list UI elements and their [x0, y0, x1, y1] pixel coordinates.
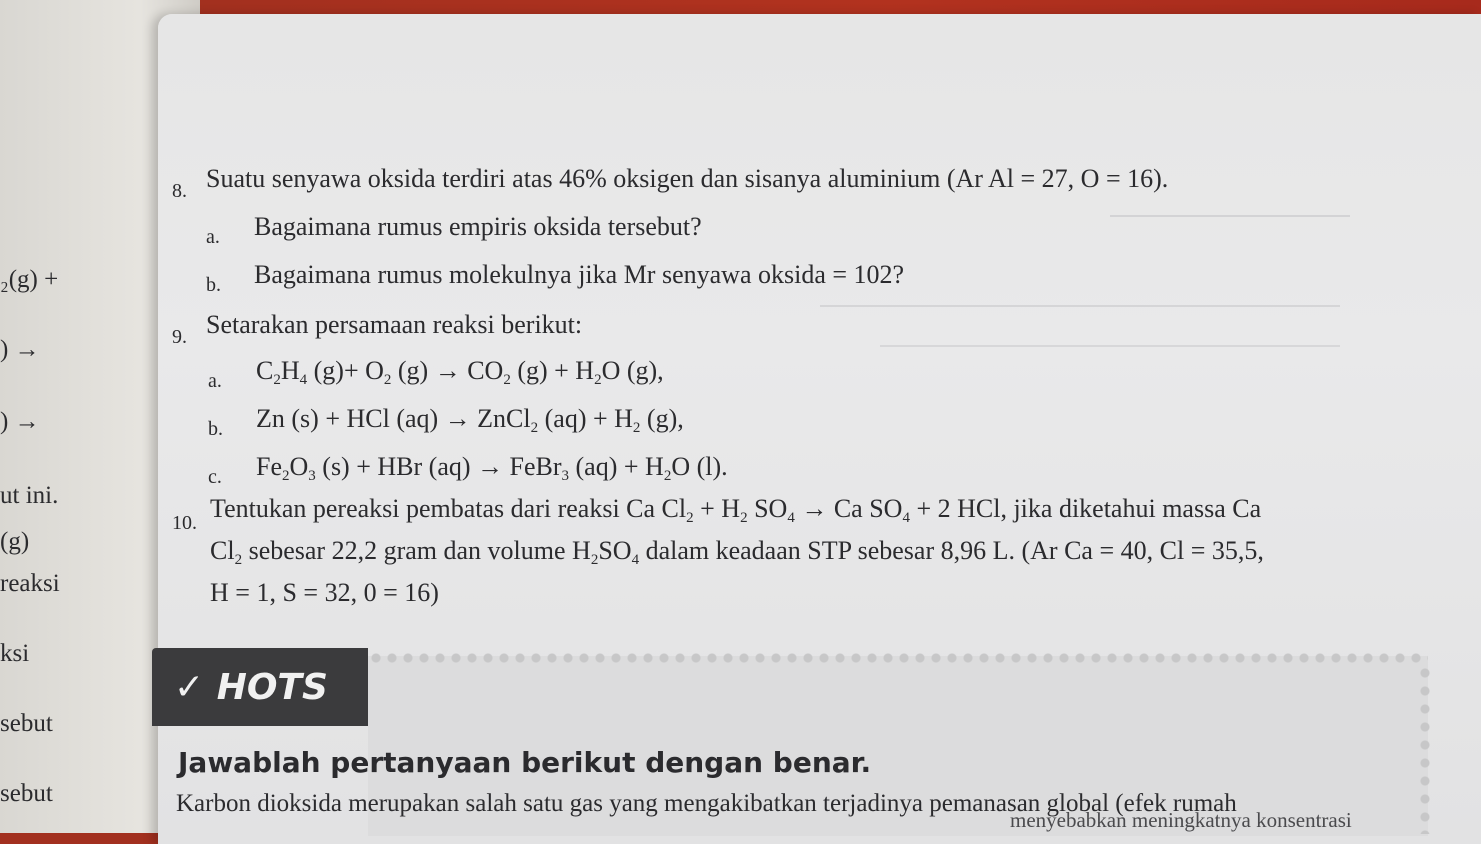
margin-fragment: ) →: [0, 408, 40, 435]
show-through-line: [880, 345, 1340, 355]
show-through-line: [1110, 215, 1350, 225]
margin-fragment: sebut: [0, 780, 53, 807]
margin-fragment: reaksi: [0, 570, 60, 597]
q8-stem: Suatu senyawa oksida terdiri atas 46% oksigen dan sisanya aluminium (Ar Al = 27, O = 16).: [206, 164, 1169, 193]
equation-9a: $C_2H_4$ $(g)+ O_2$ $(g) \to CO_2$ $(g) + H_2O$ (g),: [256, 356, 664, 388]
hots-dotted-border: [368, 652, 1428, 664]
hots-badge: ✓ HOTS: [152, 648, 368, 726]
margin-fragment: ) →: [0, 336, 40, 363]
q9a-label: a.: [208, 370, 222, 392]
margin-fragment: ksi: [0, 640, 30, 667]
q8a-label: a.: [206, 226, 220, 248]
q9-stem: Setarakan persamaan reaksi berikut:: [206, 310, 583, 339]
q10-number: 10.: [172, 512, 197, 534]
q10-line3: H = 1, S = 32, 0 = 16): [210, 578, 439, 607]
q8b-text: Bagaimana rumus molekulnya jika Mr senyawa oksida = 102?: [254, 260, 905, 289]
equation-9c: $Fe_2O_3$ (s) + HBr (aq) → FeBr$_3$ $(aq) + H_2O$ (l).: [256, 452, 728, 484]
q9c-label: c.: [208, 466, 222, 488]
margin-fragment: sebut: [0, 710, 53, 737]
hots-instruction: Jawablah pertanyaan berikut dengan benar.: [178, 746, 872, 779]
q8a-text: Bagaimana rumus empiris oksida tersebut?: [254, 212, 702, 241]
margin-fragment: ₂(g) +: [0, 266, 59, 293]
equation-9b: Zn (s) + HCl (aq) → ZnCl$_2$ $(aq) + H_2$ (g),: [256, 404, 684, 436]
q8b-label: b.: [206, 274, 221, 296]
q10-line1: Tentukan pereaksi pembatas dari reaksi Ca $Cl_2 + H_2$ $SO_4 \to Ca$ $SO_4 + 2$ HCl, jika diketahui massa Ca: [210, 494, 1262, 526]
q10-line2: $Cl_2$ sebesar 22,2 gram dan volume $H_2SO_4$ dalam keadaan STP sebesar 8,96 L. (Ar Ca = 40, Cl = 35,5,: [210, 536, 1264, 568]
margin-fragment: ut ini.: [0, 482, 59, 509]
q8-number: 8.: [172, 180, 187, 202]
margin-fragment: (g): [0, 528, 30, 555]
q9-number: 9.: [172, 326, 187, 348]
hots-paragraph-line2: menyebabkan meningkatnya konsentrasi: [1010, 808, 1352, 832]
show-through-line: [820, 305, 1340, 315]
q9b-label: b.: [208, 418, 223, 440]
hots-paragraph-line1: Karbon dioksida merupakan salah satu gas yang mengakibatkan terjadinya pemanasan global (efek rumah: [176, 790, 1237, 817]
hots-dotted-border-right: [1418, 664, 1432, 834]
